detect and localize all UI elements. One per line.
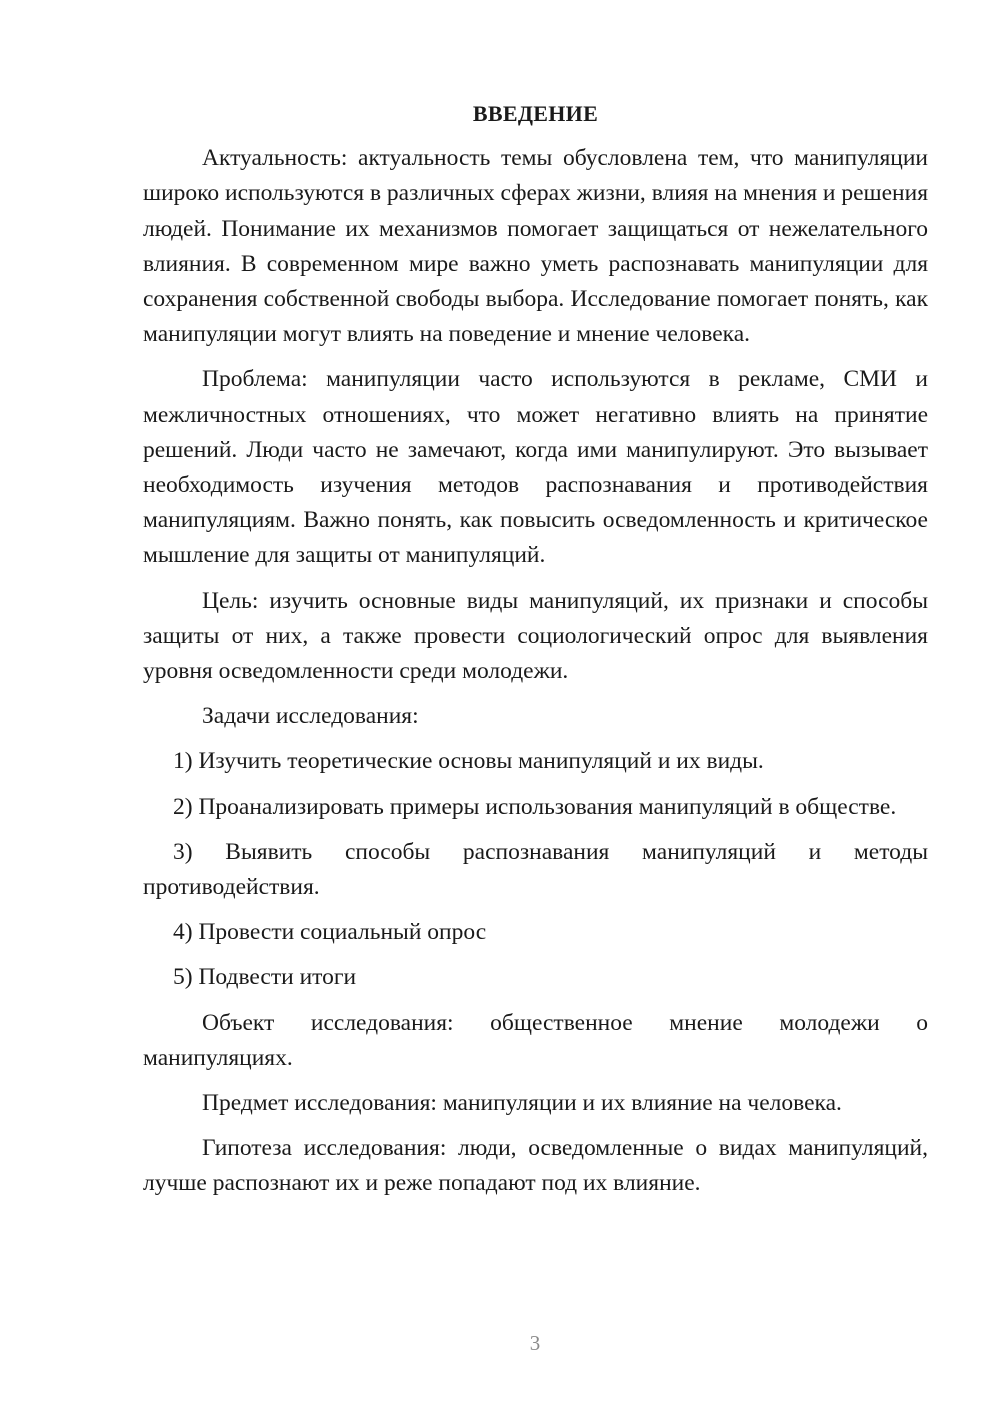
paragraph-problem: Проблема: манипуляции часто используются в рекламе, СМИ и межличностных отношениях, что может негативно влиять на принятие решений. Люди часто не замечают, когда ими манипулируют. Это вызывает необходимость изучения методов распознавания и противодействия манипуляциям. Важно понять, как повысить осведомленность и критическое мышление для защиты от манипуляций.	[143, 366, 928, 569]
paragraph-tasks-heading: Задачи исследования:	[202, 703, 419, 730]
paragraph-goal: Цель: изучить основные виды манипуляций, их признаки и способы защиты от них, а также провести социологический опрос для выявления уровня осведомленности среди молодежи.	[143, 587, 928, 685]
paragraph-relevance: Актуальность: актуальность темы обусловлена тем, что манипуляции широко используются в различных сферах жизни, влияя на мнения и решения людей. Понимание их механизмов помогает защищаться от нежелательного влияния. В современном мире важно уметь распознавать манипуляции для сохранения собственной свободы выбора. Исследование помогает понять, как манипуляции могут влиять на поведение и мнение человека.	[143, 145, 928, 348]
task-item-2: 2) Проанализировать примеры использования манипуляций в обществе.	[173, 793, 897, 820]
paragraph-subject: Предмет исследования: манипуляции и их влияние на человека.	[202, 1090, 842, 1117]
page-number: 3	[529, 1331, 541, 1355]
section-title: ВВЕДЕНИЕ	[472, 101, 599, 126]
task-item-3: 3) Выявить способы распознавания манипуляций и методы противодействия.	[143, 838, 928, 901]
task-item-4: 4) Провести социальный опрос	[173, 919, 487, 946]
paragraph-object: Объект исследования: общественное мнение молодежи о манипуляциях.	[143, 1009, 928, 1071]
paragraph-hypothesis: Гипотеза исследования: люди, осведомленные о видах манипуляций, лучше распознают их и реже попадают под их влияние.	[143, 1135, 928, 1197]
document-page	[143, 96, 928, 1212]
task-item-5: 5) Подвести итоги	[173, 964, 357, 991]
task-item-1: 1) Изучить теоретические основы манипуляций и их виды.	[173, 748, 764, 775]
